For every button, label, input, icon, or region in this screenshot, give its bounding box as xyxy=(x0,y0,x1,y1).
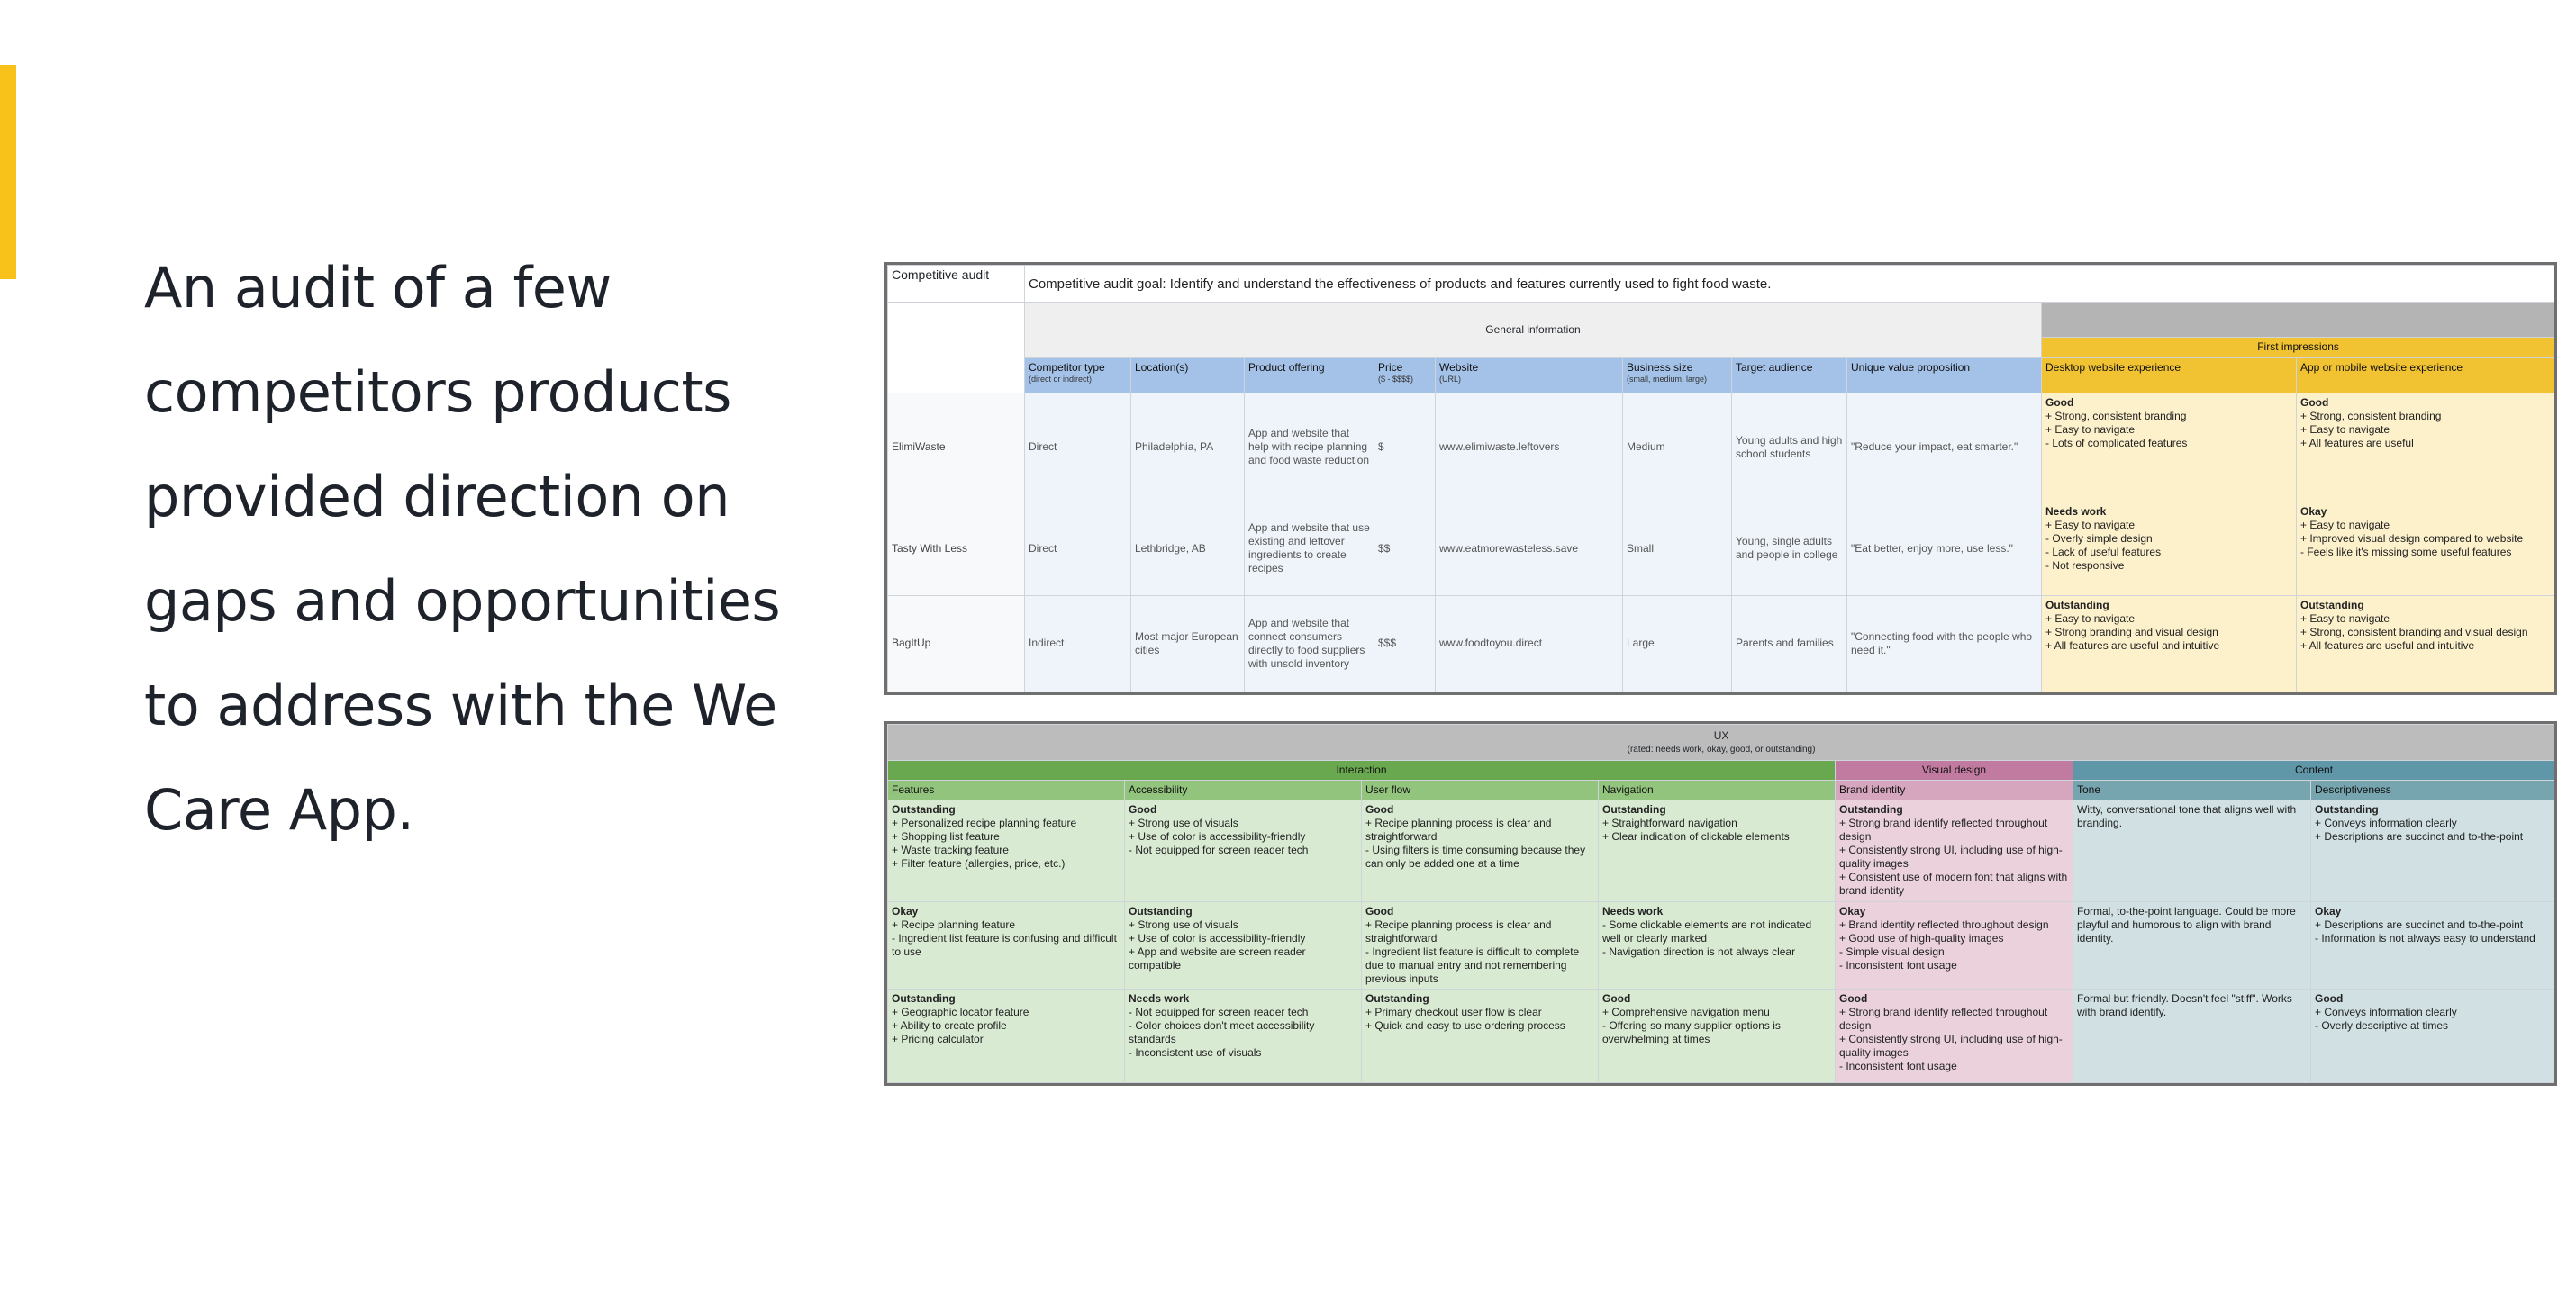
competitor-location: Lethbridge, AB xyxy=(1131,502,1245,595)
brand-identity-cell: Outstanding + Strong brand identify reflected throughout design + Consistently strong UI, including use of high-quality images + Consistent use of modern font that aligns with brand identity xyxy=(1836,800,2073,902)
brand-identity-cell: Good + Strong brand identify reflected throughout design + Consistently strong UI, including use of high-quality images - Inconsistent font usage xyxy=(1836,990,2073,1083)
competitor-offering: App and website that help with recipe planning and food waste reduction xyxy=(1245,393,1374,502)
intro-text: An audit of a few competitors products provided direction on gaps and opportunities to address with the We Care App. xyxy=(144,255,781,843)
ux-header: UX (rated: needs work, okay, good, or outstanding) xyxy=(888,725,2555,761)
mobile-experience: Okay + Easy to navigate + Improved visual design compared to website - Feels like it's missing some useful features xyxy=(2297,502,2555,595)
table-row xyxy=(888,502,2555,595)
desktop-experience: Outstanding + Easy to navigate + Strong branding and visual design + All features are useful and intuitive xyxy=(2042,595,2297,692)
col-features: Features xyxy=(888,781,1125,800)
audit-title: Competitive audit xyxy=(888,266,1025,303)
accent-bar xyxy=(0,65,16,279)
descriptiveness-cell: Good + Conveys information clearly - Overly descriptive at times xyxy=(2311,990,2555,1083)
col-target-audience: Target audience xyxy=(1732,358,1847,393)
competitor-type: Direct xyxy=(1025,393,1131,502)
table-row xyxy=(888,595,2555,692)
competitor-name: Tasty With Less xyxy=(888,502,1025,595)
col-competitor-type: Competitor type (direct or indirect) xyxy=(1025,358,1131,393)
table-row xyxy=(888,393,2555,502)
user-flow-cell: Good + Recipe planning process is clear and straightforward - Using filters is time consuming because they can only be added one at a time xyxy=(1362,800,1599,902)
table-row xyxy=(888,800,2555,902)
tone-cell: Witty, conversational tone that aligns well with branding. xyxy=(2073,800,2311,902)
col-descriptiveness: Descriptiveness xyxy=(2311,781,2555,800)
competitor-uvp: "Reduce your impact, eat smarter." xyxy=(1847,393,2042,502)
competitor-price: $ xyxy=(1374,393,1436,502)
col-uvp: Unique value proposition xyxy=(1847,358,2042,393)
competitor-size: Medium xyxy=(1623,393,1732,502)
competitor-uvp: "Eat better, enjoy more, use less." xyxy=(1847,502,2042,595)
descriptiveness-cell: Outstanding + Conveys information clearly + Descriptions are succinct and to-the-point xyxy=(2311,800,2555,902)
col-navigation: Navigation xyxy=(1599,781,1836,800)
accessibility-cell: Outstanding + Strong use of visuals + Use of color is accessibility-friendly + App and website are screen reader compatible xyxy=(1125,901,1362,989)
navigation-cell: Good + Comprehensive navigation menu - Offering so many supplier options is overwhelming at times xyxy=(1599,990,1836,1083)
competitor-price: $$$ xyxy=(1374,595,1436,692)
general-info-header: General information xyxy=(1025,303,2042,358)
user-flow-cell: Good + Recipe planning process is clear and straightforward - Ingredient list feature is difficult to complete due to manual entry and not remembering previous inputs xyxy=(1362,901,1599,989)
ux-audit-table xyxy=(884,721,2557,1086)
competitor-name: BagItUp xyxy=(888,595,1025,692)
col-user-flow: User flow xyxy=(1362,781,1599,800)
competitive-audit-table xyxy=(884,262,2557,695)
visual-design-header: Visual design xyxy=(1836,761,2073,781)
col-product-offering: Product offering xyxy=(1245,358,1374,393)
competitor-offering: App and website that use existing and leftover ingredients to create recipes xyxy=(1245,502,1374,595)
interaction-header: Interaction xyxy=(888,761,1836,781)
col-desktop-experience: Desktop website experience xyxy=(2042,358,2297,393)
col-accessibility: Accessibility xyxy=(1125,781,1362,800)
competitor-website: www.eatmorewasteless.save xyxy=(1436,502,1623,595)
col-tone: Tone xyxy=(2073,781,2311,800)
tone-cell: Formal, to-the-point language. Could be more playful and humorous to align with brand identity. xyxy=(2073,901,2311,989)
gray-band xyxy=(2042,303,2555,338)
col-business-size: Business size (small, medium, large) xyxy=(1623,358,1732,393)
competitor-audience: Young adults and high school students xyxy=(1732,393,1847,502)
col-website: Website (URL) xyxy=(1436,358,1623,393)
competitor-type: Direct xyxy=(1025,502,1131,595)
col-location: Location(s) xyxy=(1131,358,1245,393)
competitor-size: Small xyxy=(1623,502,1732,595)
competitor-audience: Parents and families xyxy=(1732,595,1847,692)
competitor-offering: App and website that connect consumers directly to food suppliers with unsold inventory xyxy=(1245,595,1374,692)
competitor-size: Large xyxy=(1623,595,1732,692)
tone-cell: Formal but friendly. Doesn't feel "stiff". Works with brand identify. xyxy=(2073,990,2311,1083)
features-cell: Outstanding + Geographic locator feature + Ability to create profile + Pricing calculator xyxy=(888,990,1125,1083)
navigation-cell: Needs work - Some clickable elements are not indicated well or clearly marked - Navigation direction is not always clear xyxy=(1599,901,1836,989)
col-brand-identity: Brand identity xyxy=(1836,781,2073,800)
competitor-website: www.elimiwaste.leftovers xyxy=(1436,393,1623,502)
mobile-experience: Outstanding + Easy to navigate + Strong, consistent branding and visual design + All features are useful and intuitive xyxy=(2297,595,2555,692)
content-header: Content xyxy=(2073,761,2555,781)
brand-identity-cell: Okay + Brand identity reflected throughout design + Good use of high-quality images - Simple visual design - Inconsistent font usage xyxy=(1836,901,2073,989)
competitor-name: ElimiWaste xyxy=(888,393,1025,502)
competitor-uvp: "Connecting food with the people who need it." xyxy=(1847,595,2042,692)
features-cell: Okay + Recipe planning feature - Ingredient list feature is confusing and difficult to use xyxy=(888,901,1125,989)
table-row xyxy=(888,901,2555,989)
competitor-location: Philadelphia, PA xyxy=(1131,393,1245,502)
col-price: Price ($ - $$$$) xyxy=(1374,358,1436,393)
features-cell: Outstanding + Personalized recipe planning feature + Shopping list feature + Waste tracking feature + Filter feature (allergies, price, etc.) xyxy=(888,800,1125,902)
descriptiveness-cell: Okay + Descriptions are succinct and to-the-point - Information is not always easy to understand xyxy=(2311,901,2555,989)
audit-goal: Competitive audit goal: Identify and understand the effectiveness of products and features currently used to fight food waste. xyxy=(1025,266,2555,303)
desktop-experience: Needs work + Easy to navigate - Overly simple design - Lack of useful features - Not responsive xyxy=(2042,502,2297,595)
competitor-type: Indirect xyxy=(1025,595,1131,692)
competitor-price: $$ xyxy=(1374,502,1436,595)
competitor-location: Most major European cities xyxy=(1131,595,1245,692)
navigation-cell: Outstanding + Straightforward navigation + Clear indication of clickable elements xyxy=(1599,800,1836,902)
table-row xyxy=(888,990,2555,1083)
competitor-audience: Young, single adults and people in college xyxy=(1732,502,1847,595)
mobile-experience: Good + Strong, consistent branding + Easy to navigate + All features are useful xyxy=(2297,393,2555,502)
first-impressions-header: First impressions xyxy=(2042,338,2555,358)
col-mobile-experience: App or mobile website experience xyxy=(2297,358,2555,393)
user-flow-cell: Outstanding + Primary checkout user flow is clear + Quick and easy to use ordering process xyxy=(1362,990,1599,1083)
desktop-experience: Good + Strong, consistent branding + Easy to navigate - Lots of complicated features xyxy=(2042,393,2297,502)
accessibility-cell: Good + Strong use of visuals + Use of color is accessibility-friendly - Not equipped for screen reader tech xyxy=(1125,800,1362,902)
competitor-website: www.foodtoyou.direct xyxy=(1436,595,1623,692)
accessibility-cell: Needs work - Not equipped for screen reader tech - Color choices don't meet accessibility standards - Inconsistent use of visuals xyxy=(1125,990,1362,1083)
empty-corner xyxy=(888,303,1025,393)
